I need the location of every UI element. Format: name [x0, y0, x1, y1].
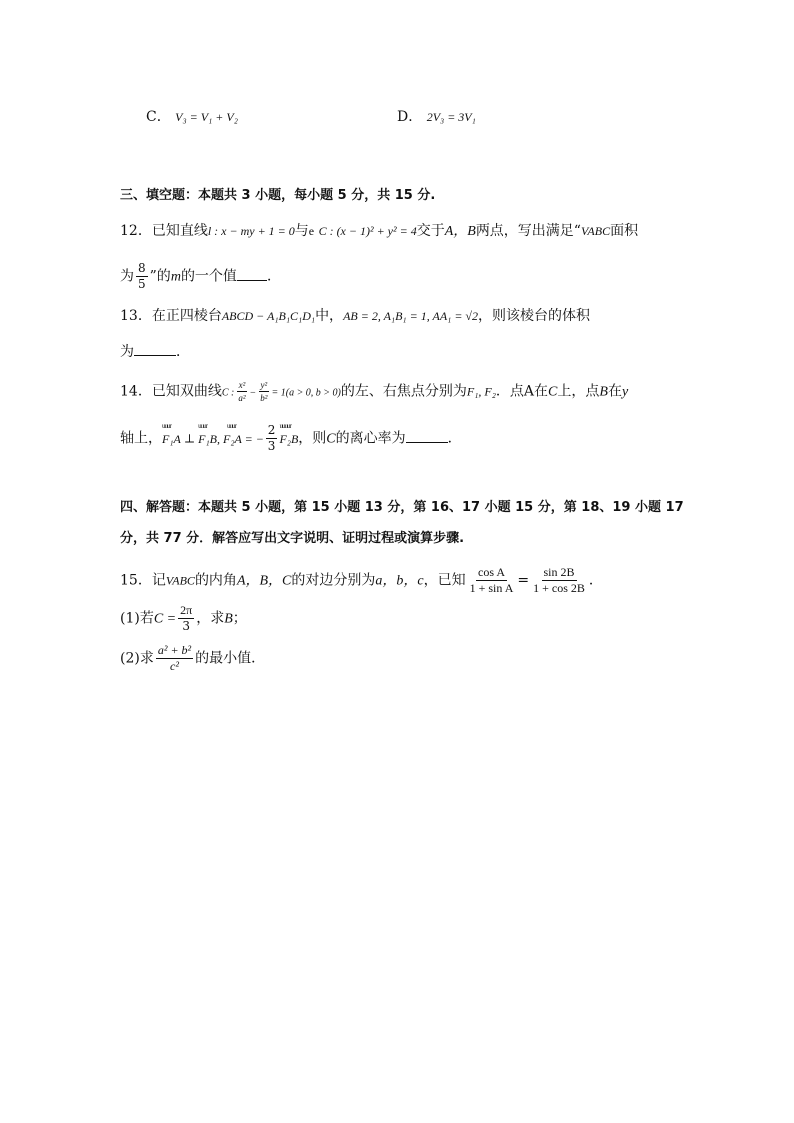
- q15-text-c: 的对边分别为: [291, 572, 376, 589]
- q14-v1: F₁A: [162, 431, 181, 446]
- q12-text-c: 交于: [416, 223, 445, 239]
- q15-p2-label: (2)求: [120, 650, 154, 667]
- q14-text-h: 的离心率为: [335, 430, 406, 447]
- q14-vector-f1b: [198, 421, 217, 447]
- q14-hyperbola-rhs: = 1(a > 0, b > 0): [271, 387, 341, 399]
- q14-fraction-den: 3: [267, 439, 276, 453]
- q15-p1-var: C =: [153, 611, 177, 627]
- q14-minus: −: [249, 387, 257, 399]
- q14-text-d: 上，点: [557, 383, 600, 400]
- section-4-heading-line-2: 分，共 77 分．解答应写出文字说明、证明过程或演算步骤.: [120, 531, 465, 546]
- q12-triangle: VABC: [580, 224, 611, 238]
- q15-p1-num: 2π: [180, 603, 193, 617]
- q12-fraction-num: 8: [138, 261, 146, 275]
- q15-p1-fraction: [178, 604, 194, 633]
- section-4-heading-line-1: 四、解答题：本题共 5 小题，第 15 小题 13 分，第 16、17 小题 15 分，第 18、19 小题 17: [120, 500, 684, 515]
- q15-number: 15．: [120, 572, 152, 589]
- q15-p1-end: ；: [232, 610, 247, 627]
- q14-end: ．: [447, 430, 462, 447]
- q14-a2: a²: [238, 393, 246, 403]
- q14-text-g: ，则: [298, 430, 327, 447]
- q14-vector-mark-3: uuur: [226, 421, 236, 430]
- q13-solid: ABCD − A₁B₁C₁D₁: [221, 309, 316, 323]
- q15-rhs-num: sin 2B: [543, 565, 575, 579]
- q15-p1-label: (1)若: [120, 610, 154, 627]
- q12-number: 12．: [120, 223, 152, 239]
- q12-points: A，B: [444, 224, 476, 239]
- q15-text-a: 记: [151, 572, 166, 589]
- q12-text-b: 与: [294, 223, 309, 239]
- q12-fraction-den: 5: [138, 277, 146, 291]
- q13-answer-blank[interactable]: [134, 354, 176, 356]
- question-13-line-1: [120, 309, 590, 323]
- q14-answer-blank[interactable]: [406, 441, 448, 443]
- q15-angles: A，B，C: [236, 573, 292, 589]
- q14-var-c: C: [548, 384, 558, 400]
- option-d-label: D．: [397, 109, 423, 125]
- option-d: [397, 110, 476, 124]
- q12-line-equation: l : x − my + 1 = 0: [207, 224, 295, 238]
- q15-p2-fraction: [156, 644, 193, 673]
- q14-text-a: 已知双曲线: [151, 383, 222, 400]
- option-d-formula: 2V₃ = 3V₁: [426, 110, 476, 124]
- q14-y2: y²: [260, 380, 268, 390]
- q14-v2: F₁B: [198, 431, 217, 446]
- q15-p2-den: c²: [170, 659, 179, 673]
- q15-p2-text: 的最小值．: [195, 650, 266, 667]
- q12-circle-symbol: e: [308, 224, 315, 238]
- q14-x2: x²: [238, 380, 246, 390]
- q12-text-f: 面积: [610, 223, 639, 239]
- q15-equals: =: [517, 572, 530, 589]
- question-15-part-1: [120, 604, 247, 633]
- q14-x-fraction: [236, 380, 247, 403]
- question-12-line-1: [120, 224, 638, 239]
- q14-v4: F₂B: [279, 431, 299, 446]
- q14-text-f: 轴上，: [120, 430, 162, 447]
- q12-circle-equation: C : (x − 1)² + y² = 4: [318, 224, 417, 238]
- q13-text-a: 在正四棱台: [151, 308, 222, 324]
- q14-perp: ⊥: [180, 431, 199, 446]
- q14-vector-f2a: [216, 421, 264, 447]
- q15-lhs-num: cos A: [478, 565, 505, 579]
- q15-rhs-den: 1 + cos 2B: [533, 581, 585, 595]
- q14-var-y: y: [621, 384, 629, 400]
- q13-end: ．: [176, 344, 190, 360]
- question-12-line-2: [120, 262, 281, 291]
- q14-var-c-2: C: [326, 431, 336, 447]
- q12-text-h: ”的: [149, 268, 171, 285]
- q14-fraction-num: 2: [267, 423, 276, 437]
- q15-lhs-fraction: [468, 566, 516, 595]
- q12-var-m: m: [170, 269, 181, 285]
- q12-text-i: 的一个值: [180, 268, 237, 285]
- q13-text-d: 为: [120, 344, 134, 360]
- q12-text-a: 已知直线: [151, 223, 208, 239]
- question-13-line-2: [120, 345, 190, 359]
- q14-vector-mark-2: uuur: [198, 421, 207, 430]
- q15-text-d: ，已知: [423, 572, 466, 589]
- q13-number: 13．: [120, 308, 152, 324]
- q14-fraction: [266, 424, 278, 453]
- question-15-line-1: [120, 566, 603, 595]
- q15-p1-b: B: [224, 611, 233, 627]
- q14-text-b: 的左、右焦点分别为: [340, 383, 467, 400]
- q15-sides: a，b，c: [375, 573, 424, 589]
- q14-y-fraction: [258, 380, 269, 403]
- q12-text-g: 为: [120, 268, 134, 285]
- q14-vector-f1a: [162, 421, 181, 447]
- q14-text-e: 在: [607, 383, 622, 400]
- section-3-heading: 三、填空题：本题共 3 小题，每小题 5 分，共 15 分.: [120, 188, 436, 203]
- q14-foci: F₁, F₂: [466, 384, 496, 399]
- q12-end: ．: [266, 268, 281, 285]
- q14-vector-mark-4: uuuur: [279, 421, 291, 430]
- q14-number: 14．: [120, 383, 152, 400]
- q15-triangle: VABC: [165, 573, 195, 588]
- q15-p1-text: ，求: [196, 610, 225, 627]
- option-c-label: C．: [146, 109, 171, 125]
- q13-text-b: 中，: [315, 308, 344, 324]
- q14-vector-f2b: [279, 421, 299, 447]
- q12-fraction: [136, 262, 148, 291]
- q14-var-b: B: [599, 384, 608, 400]
- q15-text-b: 的内角: [194, 572, 237, 589]
- q14-v3: , F₂A = −: [216, 431, 264, 446]
- q13-conditions: AB = 2, A₁B₁ = 1, AA₁ = √2: [343, 309, 479, 323]
- q15-p2-num: a² + b²: [157, 643, 192, 657]
- q15-p1-den: 3: [182, 619, 190, 633]
- q14-text-c: ．点A在: [495, 383, 549, 400]
- q15-lhs-den: 1 + sin A: [469, 581, 514, 595]
- q15-end: ．: [588, 572, 603, 589]
- option-c-formula: V₃ = V₁ + V₂: [175, 110, 238, 124]
- q14-b2: b²: [260, 393, 268, 403]
- question-14-line-2: [120, 421, 462, 453]
- q14-vector-mark-1: uuur: [162, 421, 171, 430]
- q14-hyperbola-lhs: C :: [221, 387, 235, 399]
- question-15-part-2: [120, 644, 265, 673]
- question-14-line-1: [120, 380, 628, 403]
- option-c: [146, 110, 238, 124]
- q12-answer-blank[interactable]: [237, 279, 267, 281]
- q13-text-c: ，则该棱台的体积: [478, 308, 591, 324]
- q15-rhs-fraction: [531, 566, 587, 595]
- q12-text-e: 两点，写出满足“: [475, 223, 581, 239]
